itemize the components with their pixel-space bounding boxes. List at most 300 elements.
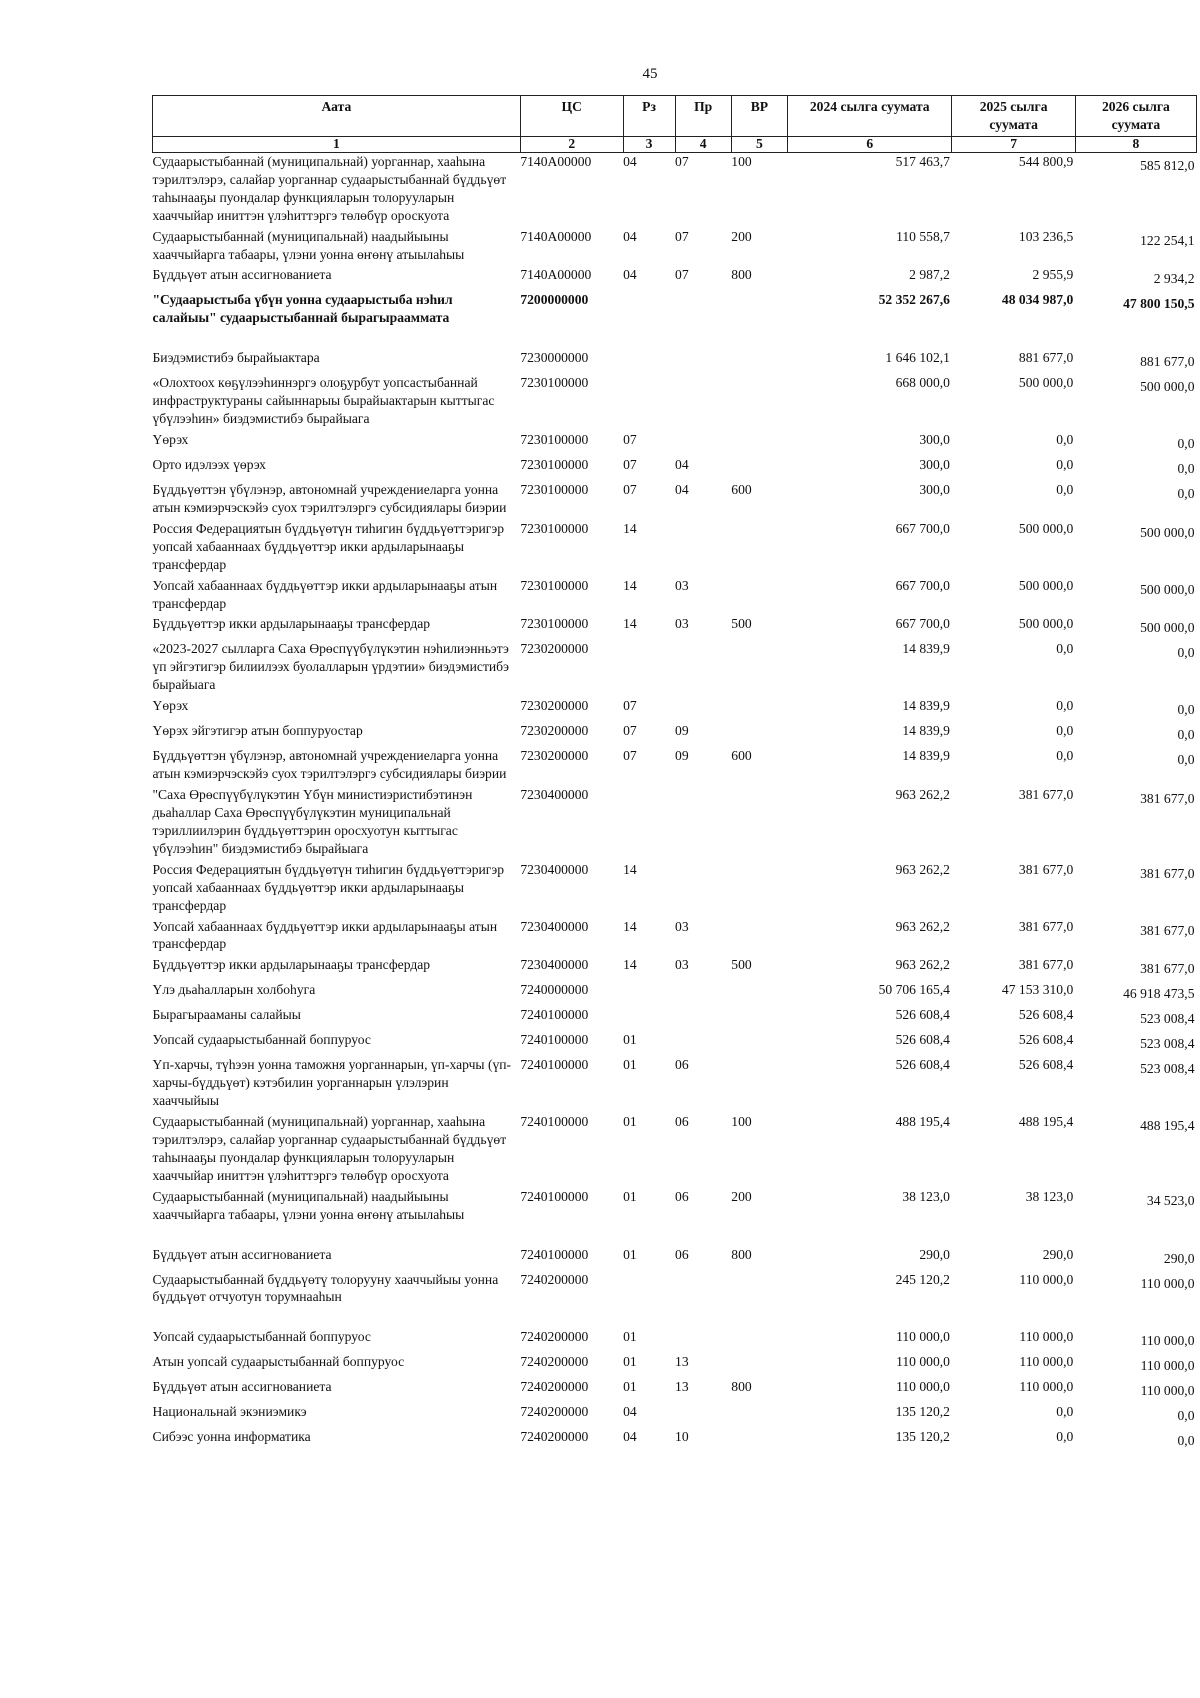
target-article-cell: 7230200000 (520, 723, 589, 739)
section-cell: 14 (623, 957, 637, 973)
row-name-cell: Россия Федерациятын бүддьүөтүн тиһигин бүддьүөттэригэр уопсай хабааннаах бүддьүөттэр икки ардыларынааҕы трансфердар (152, 520, 505, 572)
target-article-cell: 7230200000 (520, 641, 589, 657)
amount-2024-cell: 526 608,4 (895, 1032, 950, 1048)
section-cell (623, 786, 675, 861)
section-cell: 07 (623, 748, 637, 764)
table-row (153, 228, 1197, 267)
table-row (153, 697, 1197, 722)
expense-type-cell (731, 520, 787, 577)
expense-type-cell (731, 918, 787, 957)
amount-2026-cell: 0,0 (1177, 727, 1195, 743)
table-row (153, 431, 1197, 456)
amount-2025-cell: 500 000,0 (1018, 577, 1074, 593)
amount-2024-cell: 300,0 (919, 481, 950, 497)
amount-2025-cell: 290,0 (1042, 1246, 1074, 1262)
section-cell (623, 349, 675, 374)
row-name-cell: Атын уопсай судаарыстыбаннай боппуруос (152, 1354, 405, 1370)
section-cell (623, 640, 675, 697)
amount-2024-cell: 300,0 (919, 432, 950, 448)
amount-2026-cell: 500 000,0 (1140, 524, 1195, 540)
header-2026: 2026 сылга суумата (1075, 96, 1196, 137)
amount-2024-cell: 667 700,0 (895, 520, 950, 536)
table-row (153, 1113, 1197, 1188)
amount-2024-cell: 14 839,9 (902, 748, 950, 764)
target-article-cell: 7230100000 (520, 520, 589, 536)
amount-2025-cell: 488 195,4 (1018, 1113, 1074, 1129)
target-article-cell: 7230100000 (520, 481, 589, 497)
expense-type-cell (731, 981, 787, 1006)
target-article-cell: 7230400000 (520, 786, 589, 802)
amount-2025-cell: 0,0 (1056, 748, 1074, 764)
table-row (153, 349, 1197, 374)
expense-type-cell (731, 1328, 787, 1353)
target-article-cell: 7240200000 (520, 1329, 589, 1345)
subsection-cell: 03 (675, 616, 689, 632)
header-2025: 2025 сылга суумата (952, 96, 1075, 137)
target-article-cell: 7240200000 (520, 1271, 589, 1287)
amount-2025-cell: 381 677,0 (1018, 861, 1074, 877)
amount-2025-cell: 0,0 (1056, 723, 1074, 739)
section-cell: 07 (623, 456, 637, 472)
row-name-cell: Судаарыстыбаннай (муниципальнай) наадыйыыны хааччыйарга табаары, үлэни уонна өҥөнү атыылаһыы (152, 1188, 465, 1222)
table-row (153, 1188, 1197, 1246)
expense-type-cell (731, 291, 787, 349)
section-cell: 04 (623, 267, 637, 283)
table-row (153, 918, 1197, 957)
amount-2024-cell: 110 000,0 (896, 1379, 950, 1395)
amount-2024-cell: 300,0 (919, 456, 950, 472)
target-article-cell: 7240100000 (520, 1188, 589, 1204)
amount-2024-cell: 38 123,0 (902, 1188, 950, 1204)
amount-2026-cell: 110 000,0 (1140, 1358, 1195, 1374)
amount-2026-cell: 0,0 (1177, 1433, 1195, 1449)
row-name-cell: «Олохтоох көҕүлээһиннэргэ олоҕурбут уопсастыбаннай инфраструктураны сайыннарыы бырайыактарын кыттыгас үбүлээһин» биэдэмистибэ бырайыага (152, 375, 495, 427)
target-article-cell: 7240100000 (520, 1246, 589, 1262)
target-article-cell: 7240100000 (520, 1007, 589, 1023)
target-article-cell: 7230100000 (520, 432, 589, 448)
expense-type-cell (731, 722, 787, 747)
table-row (153, 456, 1197, 481)
target-article-cell: 7240200000 (520, 1354, 589, 1370)
amount-2025-cell: 526 608,4 (1018, 1032, 1074, 1048)
table-row (153, 722, 1197, 747)
amount-2024-cell: 50 706 165,4 (878, 982, 950, 998)
row-name-cell: Уопсай хабааннаах бүддьүөттэр икки ардыларынааҕы атын трансфердар (152, 577, 498, 611)
amount-2024-cell: 488 195,4 (895, 1113, 950, 1129)
target-article-cell: 7240200000 (520, 1429, 589, 1445)
table-row (153, 291, 1197, 349)
table-row (153, 1378, 1197, 1403)
row-name-cell: Судаарыстыбаннай (муниципальнай) наадыйыыны хааччыйарга табаары, үлэни уонна өҥөнү атыылаһыы (152, 228, 465, 262)
row-name-cell: Биэдэмистибэ бырайыактара (152, 350, 320, 366)
header-row (153, 96, 1197, 137)
amount-2025-cell: 381 677,0 (1018, 957, 1074, 973)
amount-2024-cell: 963 262,2 (895, 861, 950, 877)
row-name-cell: Судаарыстыбаннай бүддьүөтү толорууну хааччыйыы уонна бүддьүөт отчуотун торумнааһын (152, 1271, 499, 1305)
amount-2024-cell: 963 262,2 (895, 786, 950, 802)
amount-2024-cell: 52 352 267,6 (878, 292, 950, 308)
subsection-cell: 04 (675, 481, 689, 497)
expense-type-cell: 600 (731, 481, 752, 497)
expense-type-cell (731, 861, 787, 918)
amount-2024-cell: 667 700,0 (895, 616, 950, 632)
expense-type-cell (731, 1056, 787, 1113)
table-row (153, 956, 1197, 981)
column-number: 7 (952, 136, 1075, 152)
table-row (153, 861, 1197, 918)
table-row (153, 1403, 1197, 1428)
target-article-cell: 7200000000 (520, 292, 589, 308)
expense-type-cell (731, 349, 787, 374)
subsection-cell (675, 1271, 731, 1329)
amount-2025-cell: 38 123,0 (1025, 1188, 1074, 1204)
amount-2025-cell: 103 236,5 (1018, 228, 1074, 244)
subsection-cell: 10 (675, 1429, 689, 1445)
amount-2024-cell: 110 000,0 (896, 1329, 950, 1345)
section-cell: 01 (623, 1379, 637, 1395)
expense-type-cell (731, 1031, 787, 1056)
target-article-cell: 7230400000 (520, 918, 589, 934)
expense-type-cell (731, 374, 787, 431)
amount-2025-cell: 500 000,0 (1018, 616, 1074, 632)
amount-2025-cell: 0,0 (1056, 698, 1074, 714)
table-row (153, 1328, 1197, 1353)
row-name-cell: Үлэ дьаһалларын холбоһуга (152, 982, 316, 998)
amount-2025-cell: 0,0 (1056, 456, 1074, 472)
section-cell: 14 (623, 616, 637, 632)
table-row (153, 981, 1197, 1006)
section-cell: 04 (623, 1404, 637, 1420)
expense-type-cell: 800 (731, 1379, 752, 1395)
amount-2025-cell: 0,0 (1056, 1429, 1074, 1445)
subsection-cell: 06 (675, 1057, 689, 1073)
amount-2026-cell: 0,0 (1177, 485, 1195, 501)
section-cell: 07 (623, 698, 637, 714)
header-name: Аата (153, 96, 521, 137)
row-name-cell: Судаарыстыбаннай (муниципальнай) уорганнар, хааһына тэрилтэлэрэ, салайар уорганнар судаарыстыбаннай бүддьүөт таһынааҕы пуондалар функцияларын толорууларын хааччыйар иниттэн үлэһиттэргэ төлөбүр оросхуота (152, 1113, 507, 1183)
row-name-cell: Бүддьүөт атын ассигнованиета (152, 1246, 332, 1262)
column-number: 6 (788, 136, 952, 152)
row-name-cell: Судаарыстыбаннай (муниципальнай) уорганнар, хааһына тэрилтэлэрэ, салайар уорганнар судаарыстыбаннай бүддьүөт таһынааҕы пуондалар функцияларын толорууларын хааччыйар иниттэн үлэһиттэргэ төлөбүр ороскуота (152, 153, 507, 223)
amount-2026-cell: 46 918 473,5 (1123, 986, 1195, 1002)
column-number: 2 (520, 136, 623, 152)
section-cell: 01 (623, 1188, 637, 1204)
amount-2024-cell: 1 646 102,1 (885, 350, 950, 366)
target-article-cell: 7230000000 (520, 350, 589, 366)
target-article-cell: 7230200000 (520, 698, 589, 714)
amount-2026-cell: 585 812,0 (1140, 157, 1195, 173)
section-cell: 01 (623, 1329, 637, 1345)
amount-2025-cell: 526 608,4 (1018, 1057, 1074, 1073)
expense-type-cell: 500 (731, 616, 752, 632)
amount-2026-cell: 523 008,4 (1140, 1036, 1195, 1052)
expense-type-cell (731, 1403, 787, 1428)
subsection-cell (675, 697, 731, 722)
target-article-cell: 7140А00000 (520, 228, 592, 244)
amount-2025-cell: 0,0 (1056, 1404, 1074, 1420)
row-name-cell: Россия Федерациятын бүддьүөтүн тиһигин бүддьүөттэригэр уопсай хабааннаах бүддьүөттэр икки ардыларынааҕы трансфердар (152, 861, 505, 913)
subsection-cell (675, 1006, 731, 1031)
table-row (153, 1353, 1197, 1378)
subsection-cell (675, 861, 731, 918)
amount-2026-cell: 47 800 150,5 (1123, 296, 1195, 312)
amount-2026-cell: 110 000,0 (1140, 1275, 1195, 1291)
amount-2026-cell: 381 677,0 (1140, 790, 1195, 806)
amount-2024-cell: 14 839,9 (902, 698, 950, 714)
subsection-cell (675, 349, 731, 374)
row-name-cell: Үөрэх (152, 698, 189, 714)
section-cell: 07 (623, 432, 637, 448)
target-article-cell: 7240100000 (520, 1032, 589, 1048)
amount-2026-cell: 381 677,0 (1140, 922, 1195, 938)
subsection-cell: 06 (675, 1188, 689, 1204)
expense-type-cell: 800 (731, 1246, 752, 1262)
amount-2025-cell: 48 034 987,0 (1001, 292, 1074, 308)
header-cs: ЦС (520, 96, 623, 137)
header-pr: Пр (675, 96, 731, 137)
amount-2025-cell: 47 153 310,0 (1001, 982, 1074, 998)
subsection-cell (675, 374, 731, 431)
target-article-cell: 7240000000 (520, 982, 589, 998)
section-cell: 14 (623, 918, 637, 934)
expense-type-cell: 600 (731, 748, 752, 764)
subsection-cell (675, 640, 731, 697)
row-name-cell: Үөрэх (152, 432, 189, 448)
expense-type-cell: 800 (731, 267, 752, 283)
amount-2024-cell: 526 608,4 (895, 1007, 950, 1023)
expense-type-cell: 200 (731, 228, 752, 244)
table-row (153, 747, 1197, 786)
subsection-cell (675, 981, 731, 1006)
page-number: 45 (642, 66, 658, 82)
amount-2026-cell: 2 934,2 (1153, 271, 1195, 287)
amount-2026-cell: 381 677,0 (1140, 865, 1195, 881)
amount-2024-cell: 135 120,2 (895, 1429, 950, 1445)
section-cell: 01 (623, 1113, 637, 1129)
subsection-cell: 03 (675, 957, 689, 973)
column-number: 3 (623, 136, 675, 152)
amount-2026-cell: 0,0 (1177, 460, 1195, 476)
row-name-cell: Национальнай экэниэмикэ (152, 1404, 307, 1420)
section-cell: 07 (623, 723, 637, 739)
table-row (153, 640, 1197, 697)
section-cell: 04 (623, 1429, 637, 1445)
row-name-cell: Бырагырааманы салайыы (152, 1007, 301, 1023)
section-cell: 14 (623, 577, 637, 593)
amount-2025-cell: 381 677,0 (1018, 918, 1074, 934)
amount-2024-cell: 110 558,7 (896, 228, 950, 244)
amount-2024-cell: 110 000,0 (896, 1354, 950, 1370)
amount-2024-cell: 2 987,2 (909, 267, 950, 283)
table-row (153, 1428, 1197, 1453)
section-cell (623, 1006, 675, 1031)
amount-2025-cell: 110 000,0 (1019, 1379, 1074, 1395)
section-cell: 01 (623, 1032, 637, 1048)
section-cell: 01 (623, 1354, 637, 1370)
row-name-cell: "Саха Өрөспүүбүлүкэтин Үбүн министиэристибэтинэн дьаһаллар Саха Өрөспүүбүлүкэтин муниципальнай тэриллиилэрин бүддьүөттэрин оросхуотун кыттыгас үбүлээһин" биэдэмистибэ бырайыага (152, 786, 473, 856)
table-row (153, 1056, 1197, 1113)
amount-2024-cell: 963 262,2 (895, 957, 950, 973)
amount-2025-cell: 110 000,0 (1019, 1271, 1074, 1287)
expense-type-cell: 100 (731, 153, 752, 169)
section-cell (623, 374, 675, 431)
amount-2026-cell: 110 000,0 (1140, 1383, 1195, 1399)
amount-2026-cell: 0,0 (1177, 702, 1195, 718)
amount-2024-cell: 290,0 (919, 1246, 950, 1262)
section-cell: 14 (623, 861, 637, 877)
header-rz: Рз (623, 96, 675, 137)
amount-2026-cell: 500 000,0 (1140, 581, 1195, 597)
row-name-cell: Бүддьүөттэр икки ардыларынааҕы трансфердар (152, 957, 431, 973)
expense-type-cell (731, 640, 787, 697)
table-row (153, 152, 1197, 227)
expense-type-cell (731, 697, 787, 722)
header-vr: ВР (731, 96, 787, 137)
subsection-cell (675, 291, 731, 349)
expense-type-cell (731, 1353, 787, 1378)
row-name-cell: Бүддьүөт атын ассигнованиета (152, 267, 332, 283)
expense-type-cell: 500 (731, 957, 752, 973)
target-article-cell: 7240100000 (520, 1057, 589, 1073)
row-name-cell: Бүддьүөттэн үбүлэнэр, автономнай учреждениеларга уонна атын кэмиэрчэскэйэ суох тэрилтэлэргэ субсидиялары биэрии (152, 748, 507, 782)
table-row (153, 481, 1197, 520)
column-number: 8 (1075, 136, 1196, 152)
amount-2026-cell: 110 000,0 (1140, 1333, 1195, 1349)
row-name-cell: «2023-2027 сылларга Саха Өрөспүүбүлүкэтин нэһилиэнньэтэ үп эйгэтигэр билиилээх буолалларын үрдэтии» биэдэмистибэ бырайыага (152, 641, 509, 693)
target-article-cell: 7140А00000 (520, 267, 592, 283)
expense-type-cell (731, 786, 787, 861)
table-row (153, 615, 1197, 640)
section-cell (623, 291, 675, 349)
amount-2024-cell: 526 608,4 (895, 1057, 950, 1073)
column-number-row (153, 136, 1197, 152)
amount-2025-cell: 0,0 (1056, 641, 1074, 657)
amount-2025-cell: 500 000,0 (1018, 375, 1074, 391)
row-name-cell: Уопсай судаарыстыбаннай боппуруос (152, 1032, 371, 1048)
amount-2024-cell: 135 120,2 (895, 1404, 950, 1420)
subsection-cell (675, 520, 731, 577)
amount-2025-cell: 0,0 (1056, 481, 1074, 497)
row-name-cell: Бүддьүөттэр икки ардыларынааҕы трансфердар (152, 616, 431, 632)
row-name-cell: Бүддьүөттэн үбүлэнэр, автономнай учреждениеларга уонна атын кэмиэрчэскэйэ суох тэрилтэлэргэ субсидиялары биэрии (152, 481, 507, 515)
column-number: 1 (153, 136, 521, 152)
amount-2026-cell: 122 254,1 (1140, 232, 1195, 248)
row-name-cell: Үп-харчы, түһээн уонна таможня уорганнарын, үп-харчы (үп-харчы-бүддьүөт) кэтэбилин уорганнарын үлэлэрин хааччыйыы (152, 1057, 512, 1109)
amount-2024-cell: 517 463,7 (895, 153, 950, 169)
row-name-cell: Үөрэх эйгэтигэр атын боппуруостар (152, 723, 363, 739)
subsection-cell: 06 (675, 1113, 689, 1129)
section-cell (623, 1271, 675, 1329)
column-number: 4 (675, 136, 731, 152)
target-article-cell: 7230400000 (520, 861, 589, 877)
table-row (153, 1271, 1197, 1329)
column-number: 5 (731, 136, 787, 152)
target-article-cell: 7230100000 (520, 375, 589, 391)
subsection-cell: 13 (675, 1354, 689, 1370)
target-article-cell: 7230100000 (520, 577, 589, 593)
section-cell: 04 (623, 228, 637, 244)
target-article-cell: 7240200000 (520, 1379, 589, 1395)
amount-2026-cell: 500 000,0 (1140, 620, 1195, 636)
row-name-cell: "Судаарыстыба үбүн уонна судаарыстыба нэһил салайыы" судаарыстыбаннай бырагырааммата (152, 292, 453, 326)
amount-2026-cell: 0,0 (1177, 436, 1195, 452)
subsection-cell: 07 (675, 228, 689, 244)
amount-2024-cell: 14 839,9 (902, 641, 950, 657)
subsection-cell (675, 1328, 731, 1353)
subsection-cell (675, 431, 731, 456)
table-row (153, 1031, 1197, 1056)
amount-2025-cell: 544 800,9 (1018, 153, 1074, 169)
subsection-cell: 03 (675, 577, 689, 593)
amount-2025-cell: 381 677,0 (1018, 786, 1074, 802)
table-row (153, 520, 1197, 577)
row-name-cell: Орто идэлээх үөрэх (152, 456, 266, 472)
row-name-cell: Уопсай судаарыстыбаннай боппуруос (152, 1329, 371, 1345)
target-article-cell: 7240100000 (520, 1113, 589, 1129)
section-cell: 07 (623, 481, 637, 497)
target-article-cell: 7230400000 (520, 957, 589, 973)
target-article-cell: 7230100000 (520, 456, 589, 472)
expense-type-cell: 100 (731, 1113, 752, 1129)
target-article-cell: 7230200000 (520, 748, 589, 764)
target-article-cell: 7230100000 (520, 616, 589, 632)
section-cell: 14 (623, 520, 637, 536)
amount-2026-cell: 881 677,0 (1140, 354, 1195, 370)
expense-type-cell (731, 1006, 787, 1031)
amount-2025-cell: 2 955,9 (1032, 267, 1074, 283)
expense-type-cell (731, 456, 787, 481)
table-row (153, 374, 1197, 431)
amount-2026-cell: 0,0 (1177, 1408, 1195, 1424)
amount-2025-cell: 500 000,0 (1018, 520, 1074, 536)
subsection-cell: 07 (675, 267, 689, 283)
amount-2025-cell: 110 000,0 (1019, 1354, 1074, 1370)
section-cell (623, 981, 675, 1006)
subsection-cell (675, 786, 731, 861)
budget-table (152, 95, 1197, 1453)
amount-2025-cell: 110 000,0 (1019, 1329, 1074, 1345)
subsection-cell: 07 (675, 153, 689, 169)
amount-2024-cell: 668 000,0 (895, 375, 950, 391)
amount-2026-cell: 523 008,4 (1140, 1061, 1195, 1077)
amount-2024-cell: 14 839,9 (902, 723, 950, 739)
amount-2024-cell: 667 700,0 (895, 577, 950, 593)
expense-type-cell: 200 (731, 1188, 752, 1204)
section-cell: 01 (623, 1246, 637, 1262)
subsection-cell: 09 (675, 723, 689, 739)
amount-2026-cell: 0,0 (1177, 645, 1195, 661)
amount-2025-cell: 881 677,0 (1018, 350, 1074, 366)
amount-2026-cell: 381 677,0 (1140, 961, 1195, 977)
amount-2026-cell: 488 195,4 (1140, 1117, 1195, 1133)
subsection-cell: 06 (675, 1246, 689, 1262)
subsection-cell: 13 (675, 1379, 689, 1395)
subsection-cell: 04 (675, 456, 689, 472)
table-row (153, 786, 1197, 861)
amount-2025-cell: 0,0 (1056, 432, 1074, 448)
row-name-cell: Уопсай хабааннаах бүддьүөттэр икки ардыларынааҕы атын трансфердар (152, 918, 498, 952)
amount-2026-cell: 500 000,0 (1140, 379, 1195, 395)
subsection-cell (675, 1031, 731, 1056)
amount-2026-cell: 34 523,0 (1146, 1192, 1195, 1208)
section-cell: 01 (623, 1057, 637, 1073)
table-row (153, 1006, 1197, 1031)
subsection-cell: 09 (675, 748, 689, 764)
subsection-cell: 03 (675, 918, 689, 934)
amount-2024-cell: 963 262,2 (895, 918, 950, 934)
expense-type-cell (731, 1271, 787, 1329)
row-name-cell: Бүддьүөт атын ассигнованиета (152, 1379, 332, 1395)
